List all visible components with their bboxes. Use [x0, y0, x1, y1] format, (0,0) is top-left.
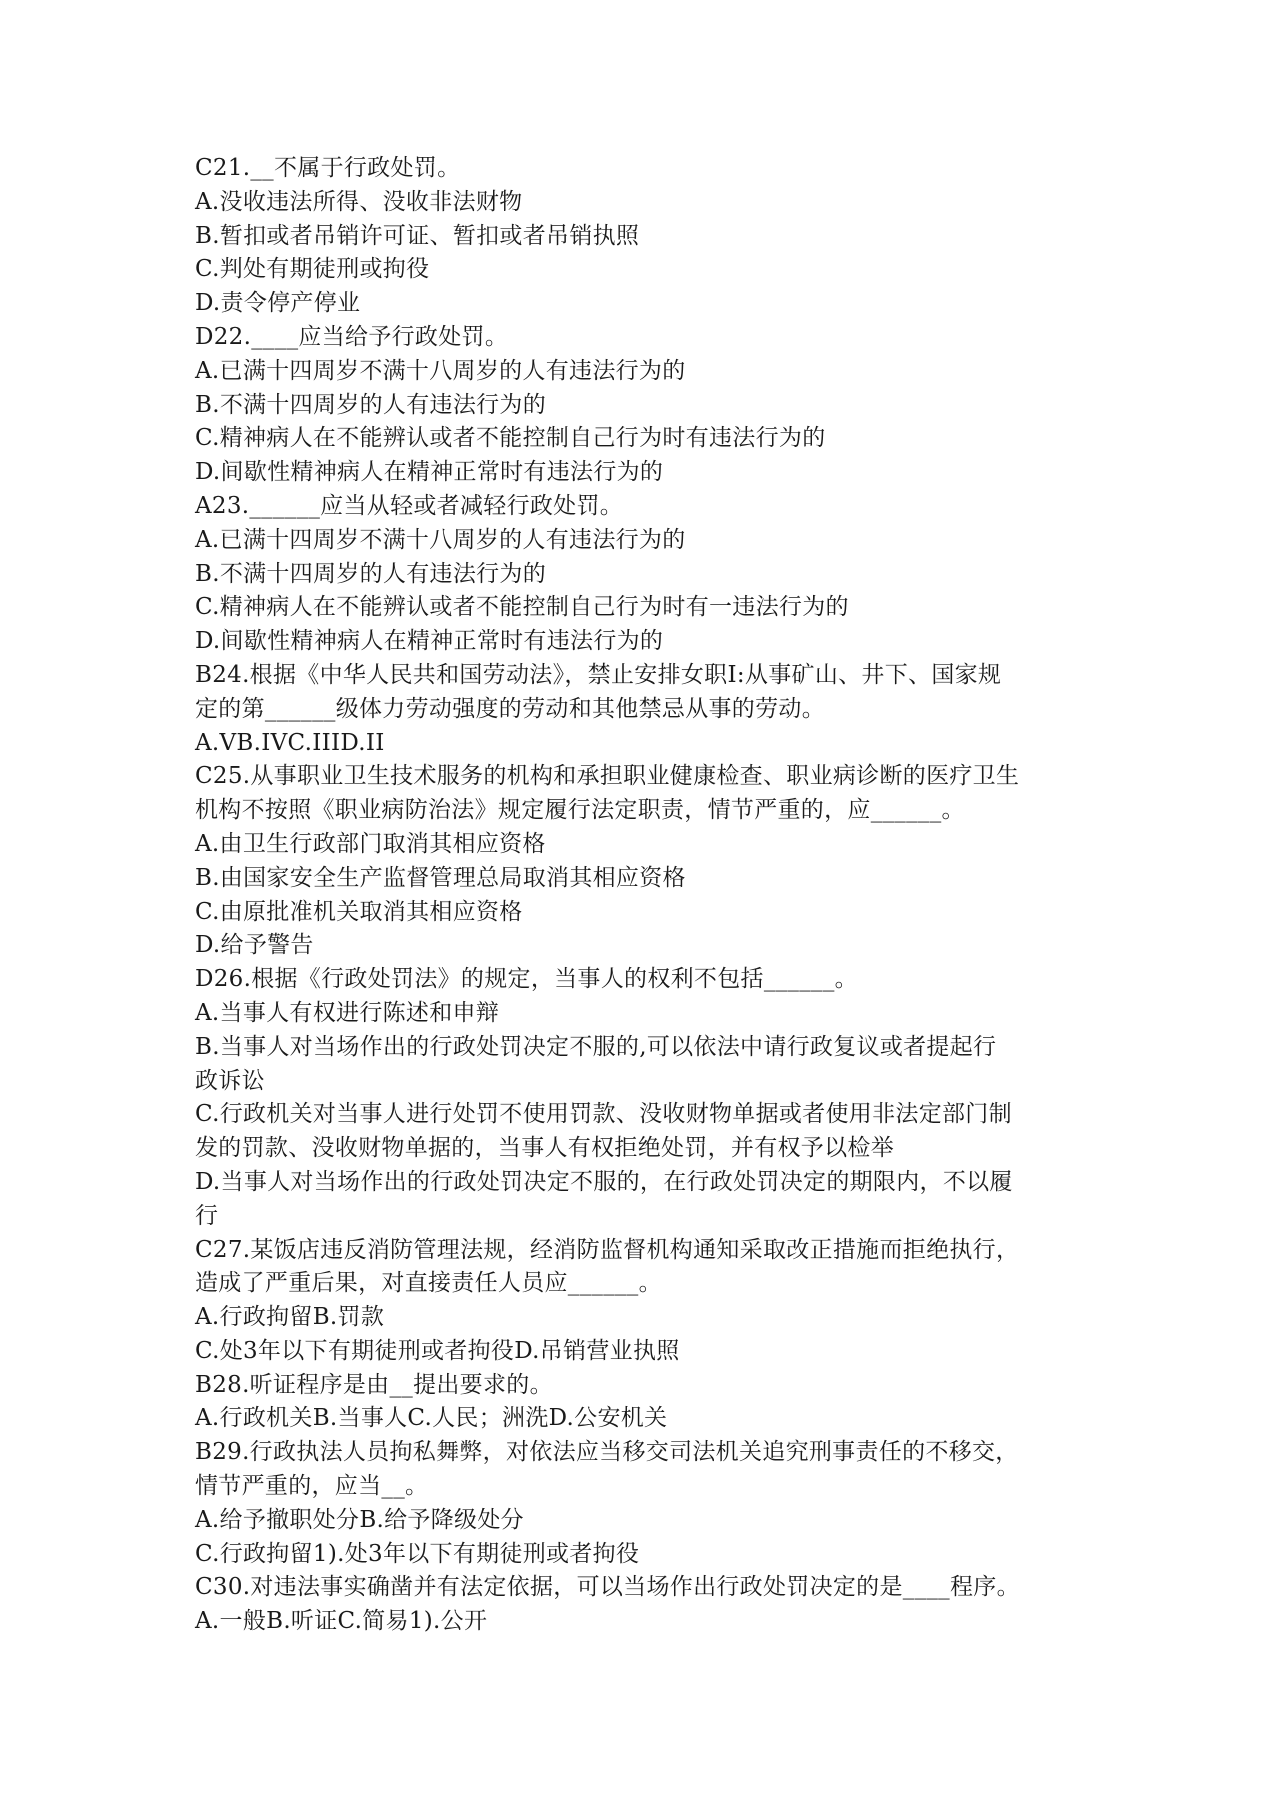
option-line: A.没收违法所得、没收非法财物 [195, 188, 523, 215]
option-line: A.给予撤职处分B.给予降级处分 [195, 1506, 524, 1533]
option-line: 政诉讼 [195, 1067, 265, 1094]
option-line: B.不满十四周岁的人有违法行为的 [195, 560, 547, 587]
option-line: C.处3年以下有期徒刑或者拘役D.吊销营业执照 [195, 1337, 680, 1364]
option-line: A.行政拘留B.罚款 [195, 1304, 385, 1331]
option-line: C.行政拘留1).处3年以下有期徒刑或者拘役 [195, 1540, 640, 1567]
question-line: D26.根据《行政处罚法》的规定，当事人的权利不包括______。 [195, 966, 858, 993]
question-line: C27.某饭店违反消防管理法规，经消防监督机构通知采取改正措施而拒绝执行， [195, 1236, 1020, 1263]
option-line: A.已满十四周岁不满十八周岁的人有违法行为的 [195, 526, 686, 553]
question-line: D22.____应当给予行政处罚。 [195, 323, 509, 350]
option-line: B.由国家安全生产监督管理总局取消其相应资格 [195, 864, 686, 891]
option-line: A.一般B.听证C.简易1).公开 [195, 1608, 488, 1635]
option-line: C.行政机关对当事人进行处罚不使用罚款、没收财物单据或者使用非法定部门制 [195, 1101, 1012, 1128]
option-line: A.当事人有权进行陈述和申辩 [195, 999, 500, 1026]
option-line: C.精神病人在不能辨认或者不能控制自己行为时有一违法行为的 [195, 594, 849, 621]
option-line: 行 [195, 1202, 219, 1229]
option-line: D.间歇性精神病人在精神正常时有违法行为的 [195, 459, 664, 486]
option-line: D.当事人对当场作出的行政处罚决定不服的，在行政处罚决定的期限内，不以履 [195, 1168, 1013, 1195]
question-line: C30.对违法事实确凿并有法定依据，可以当场作出行政处罚决定的是____程序。 [195, 1574, 1020, 1601]
question-line: C25.从事职业卫生技术服务的机构和承担职业健康检查、职业病诊断的医疗卫生 [195, 763, 1020, 790]
option-line: C.由原批准机关取消其相应资格 [195, 898, 523, 925]
option-line: D.间歇性精神病人在精神正常时有违法行为的 [195, 628, 664, 655]
option-line: C.精神病人在不能辨认或者不能控制自己行为时有违法行为的 [195, 425, 826, 452]
option-line: D.责令停产停业 [195, 290, 361, 317]
question-line: 定的第______级体力劳动强度的劳动和其他禁忌从事的劳动。 [195, 695, 825, 722]
question-line: 情节严重的，应当__。 [195, 1473, 429, 1500]
question-line: 造成了严重后果，对直接责任人员应______。 [195, 1270, 662, 1297]
option-line: A.由卫生行政部门取消其相应资格 [195, 830, 546, 857]
option-line: A.已满十四周岁不满十八周岁的人有违法行为的 [195, 357, 686, 384]
question-line: B24.根据《中华人民共和国劳动法》，禁止安排女职I:从事矿山、井下、国家规 [195, 661, 1002, 688]
option-line: B.当事人对当场作出的行政处罚决定不服的,可以依法中请行政复议或者提起行 [195, 1033, 997, 1060]
question-line: A23.______应当从轻或者减轻行政处罚。 [195, 492, 624, 519]
question-line: 机构不按照《职业病防治法》规定履行法定职责，情节严重的，应______。 [195, 797, 965, 824]
question-line: C21.__不属于行政处罚。 [195, 155, 461, 181]
option-line: B.暂扣或者吊销许可证、暂扣或者吊销执照 [195, 222, 640, 249]
question-line: B29.行政执法人员拘私舞弊，对依法应当移交司法机关追究刑事责任的不移交， [195, 1439, 1019, 1466]
document-page [195, 152, 1095, 1639]
option-line: A.VB.IVC.IIID.II [195, 729, 385, 756]
question-line: B28.听证程序是由__提出要求的。 [195, 1371, 553, 1398]
option-line: A.行政机关B.当事人C.人民；洲洗D.公安机关 [195, 1405, 668, 1432]
option-line: B.不满十四周岁的人有违法行为的 [195, 391, 547, 418]
option-line: 发的罚款、没收财物单据的，当事人有权拒绝处罚，并有权予以检举 [195, 1135, 894, 1162]
option-line: D.给予警告 [195, 932, 314, 959]
option-line: C.判处有期徒刑或拘役 [195, 256, 430, 283]
